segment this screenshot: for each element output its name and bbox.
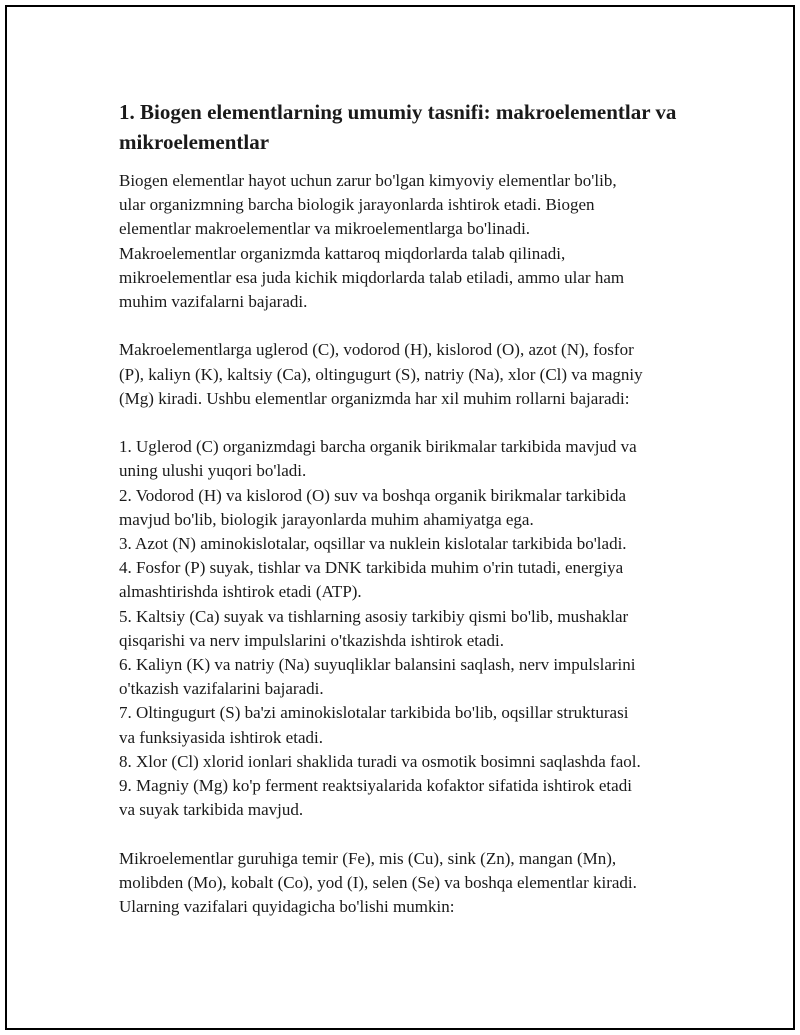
macro-list-line: uning ulushi yuqori bo'ladi. <box>119 461 307 481</box>
intro-line: ular organizmning barcha biologik jarayonlarda ishtirok etadi. Biogen <box>119 195 595 215</box>
macro-list-line: 7. Oltingugurt (S) ba'zi aminokislotalar tarkibida bo'lib, oqsillar strukturasi <box>119 703 629 723</box>
macro-intro-line: (Mg) kiradi. Ushbu elementlar organizmda har xil muhim rollarni bajaradi: <box>119 388 630 408</box>
paragraph-spacer <box>119 314 699 338</box>
document-page <box>5 5 795 1030</box>
macro-list-line: va suyak tarkibida mavjud. <box>119 800 304 820</box>
macro-list-line: o'tkazish vazifalarini bajaradi. <box>119 679 324 699</box>
macro-list-line: 3. Azot (N) aminokislotalar, oqsillar va nuklein kislotalar tarkibida bo'ladi. <box>119 534 627 554</box>
macro-list-line: mavjud bo'lib, biologik jarayonlarda muhim ahamiyatga ega. <box>119 509 534 529</box>
macro-intro-line: (P), kaliyn (K), kaltsiy (Ca), oltingugurt (S), natriy (Na), xlor (Cl) va magniy <box>119 364 643 384</box>
macro-intro-line: Makroelementlarga uglerod (C), vodorod (H), kislorod (O), azot (N), fosfor <box>119 340 634 360</box>
paragraph-spacer <box>119 822 699 846</box>
micro-intro-line: Mikroelementlar guruhiga temir (Fe), mis (Cu), sink (Zn), mangan (Mn), <box>119 848 617 868</box>
paragraph-spacer <box>119 411 699 435</box>
document-content <box>119 97 699 919</box>
macro-list-line: va funksiyasida ishtirok etadi. <box>119 727 323 747</box>
section-heading: 1. Biogen elementlarning umumiy tasnifi: makroelementlar va mikroelementlar <box>119 100 677 154</box>
macro-list-line: qisqarishi va nerv impulslarini o'tkazishda ishtirok etadi. <box>119 630 505 650</box>
micro-intro-line: Ularning vazifalari quyidagicha bo'lishi mumkin: <box>119 897 455 917</box>
macro-list-line: 2. Vodorod (H) va kislorod (O) suv va boshqa organik birikmalar tarkibida <box>119 485 627 505</box>
micro-intro-line: molibden (Mo), kobalt (Co), yod (I), selen (Se) va boshqa elementlar kiradi. <box>119 872 637 892</box>
macro-list-line: 8. Xlor (Cl) xlorid ionlari shaklida turadi va osmotik bosimni saqlashda faol. <box>119 751 641 771</box>
intro-line: elementlar makroelementlar va mikroelementlarga bo'linadi. <box>119 219 531 239</box>
intro-line: muhim vazifalarni bajaradi. <box>119 292 308 312</box>
macro-list-line: 1. Uglerod (C) organizmdagi barcha organik birikmalar tarkibida mavjud va <box>119 437 637 457</box>
macro-list-line: almashtirishda ishtirok etadi (ATP). <box>119 582 362 602</box>
macro-list-line: 5. Kaltsiy (Ca) suyak va tishlarning asosiy tarkibiy qismi bo'lib, mushaklar <box>119 606 629 626</box>
intro-line: Biogen elementlar hayot uchun zarur bo'lgan kimyoviy elementlar bo'lib, <box>119 171 617 190</box>
macro-list-line: 9. Magniy (Mg) ko'p ferment reaktsiyalarida kofaktor sifatida ishtirok etadi <box>119 776 632 796</box>
macro-list-line: 6. Kaliyn (K) va natriy (Na) suyuqliklar balansini saqlash, nerv impulslarini <box>119 655 636 675</box>
macro-list-line: 4. Fosfor (P) suyak, tishlar va DNK tarkibida muhim o'rin tutadi, energiya <box>119 558 624 578</box>
intro-line: mikroelementlar esa juda kichik miqdorlarda talab etiladi, ammo ular ham <box>119 267 625 287</box>
intro-line: Makroelementlar organizmda kattaroq miqdorlarda talab qilinadi, <box>119 243 566 263</box>
